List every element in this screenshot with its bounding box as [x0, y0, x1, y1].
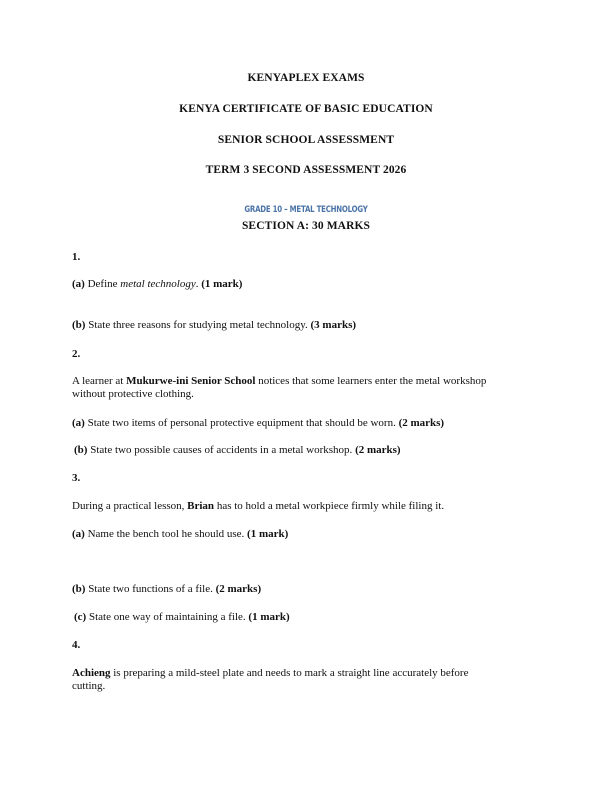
question-3-intro: [72, 500, 542, 513]
question-2b-marks: (2 marks): [355, 444, 401, 456]
question-2-intro-line2: without protective clothing.: [72, 388, 194, 400]
question-3b-marks: (2 marks): [215, 583, 262, 595]
question-2a: [72, 417, 542, 430]
question-3-intro-pre: During a practical lesson,: [72, 500, 188, 512]
question-1a-text-post: .: [195, 278, 202, 290]
term-title: TERM 3 SECOND ASSESSMENT 2026: [205, 164, 407, 176]
question-1b: [72, 319, 542, 332]
question-2a-marks: (2 marks): [398, 417, 445, 429]
question-4-intro-post: is preparing a mild-steel plate and needs to mark a straight line accurately before: [110, 667, 469, 679]
question-1b-text: State three reasons for studying metal technology.: [85, 319, 311, 331]
question-2-intro-post: notices that some learners enter the metal workshop: [255, 375, 487, 387]
question-4-intro-line2: cutting.: [72, 680, 106, 692]
question-3-intro-post: has to hold a metal workpiece firmly while filing it.: [214, 500, 445, 512]
question-4-intro: [72, 667, 542, 680]
question-2b-label: (b): [74, 444, 88, 456]
question-4-number: 4.: [72, 639, 81, 651]
assessment-level-title: SENIOR SCHOOL ASSESSMENT: [217, 134, 395, 146]
certificate-title: KENYA CERTIFICATE OF BASIC EDUCATION: [179, 103, 433, 115]
question-3a: [72, 528, 542, 541]
question-3-student-name: Brian: [187, 500, 215, 512]
question-2b: [74, 444, 544, 457]
question-3c-marks: (1 mark): [248, 611, 290, 623]
question-1a-term: metal technology: [120, 278, 196, 290]
question-1a-label: (a): [72, 278, 85, 290]
question-3b-text: State two functions of a file.: [85, 583, 216, 595]
subject-title: GRADE 10 – METAL TECHNOLOGY: [244, 205, 368, 215]
question-1a-text-pre: Define: [84, 278, 121, 290]
question-2a-text: State two items of personal protective equipment that should be worn.: [84, 417, 399, 429]
question-1b-marks: (3 marks): [310, 319, 357, 331]
question-3c: [74, 611, 544, 624]
question-2-number: 2.: [72, 348, 81, 360]
question-3-number: 3.: [72, 472, 81, 484]
question-1a: [72, 278, 542, 291]
question-3b: [72, 583, 542, 596]
question-3a-text: Name the bench tool he should use.: [84, 528, 248, 540]
question-2a-label: (a): [72, 417, 85, 429]
question-1b-label: (b): [72, 319, 86, 331]
question-3c-text: State one way of maintaining a file.: [86, 611, 249, 623]
question-1a-marks: (1 mark): [201, 278, 243, 290]
question-4-student-name: Achieng: [72, 667, 111, 679]
question-2b-text: State two possible causes of accidents in a metal workshop.: [87, 444, 356, 456]
question-3a-label: (a): [72, 528, 85, 540]
section-title: SECTION A: 30 MARKS: [241, 220, 371, 232]
question-2-intro: [72, 375, 542, 388]
question-2-intro-pre: A learner at: [72, 375, 127, 387]
question-3c-label: (c): [74, 611, 87, 623]
question-1-number: 1.: [72, 251, 81, 263]
question-3b-label: (b): [72, 583, 86, 595]
exam-org-title: KENYAPLEX EXAMS: [247, 72, 365, 84]
question-3a-marks: (1 mark): [247, 528, 289, 540]
question-2-school-name: Mukurwe-ini Senior School: [126, 375, 256, 387]
